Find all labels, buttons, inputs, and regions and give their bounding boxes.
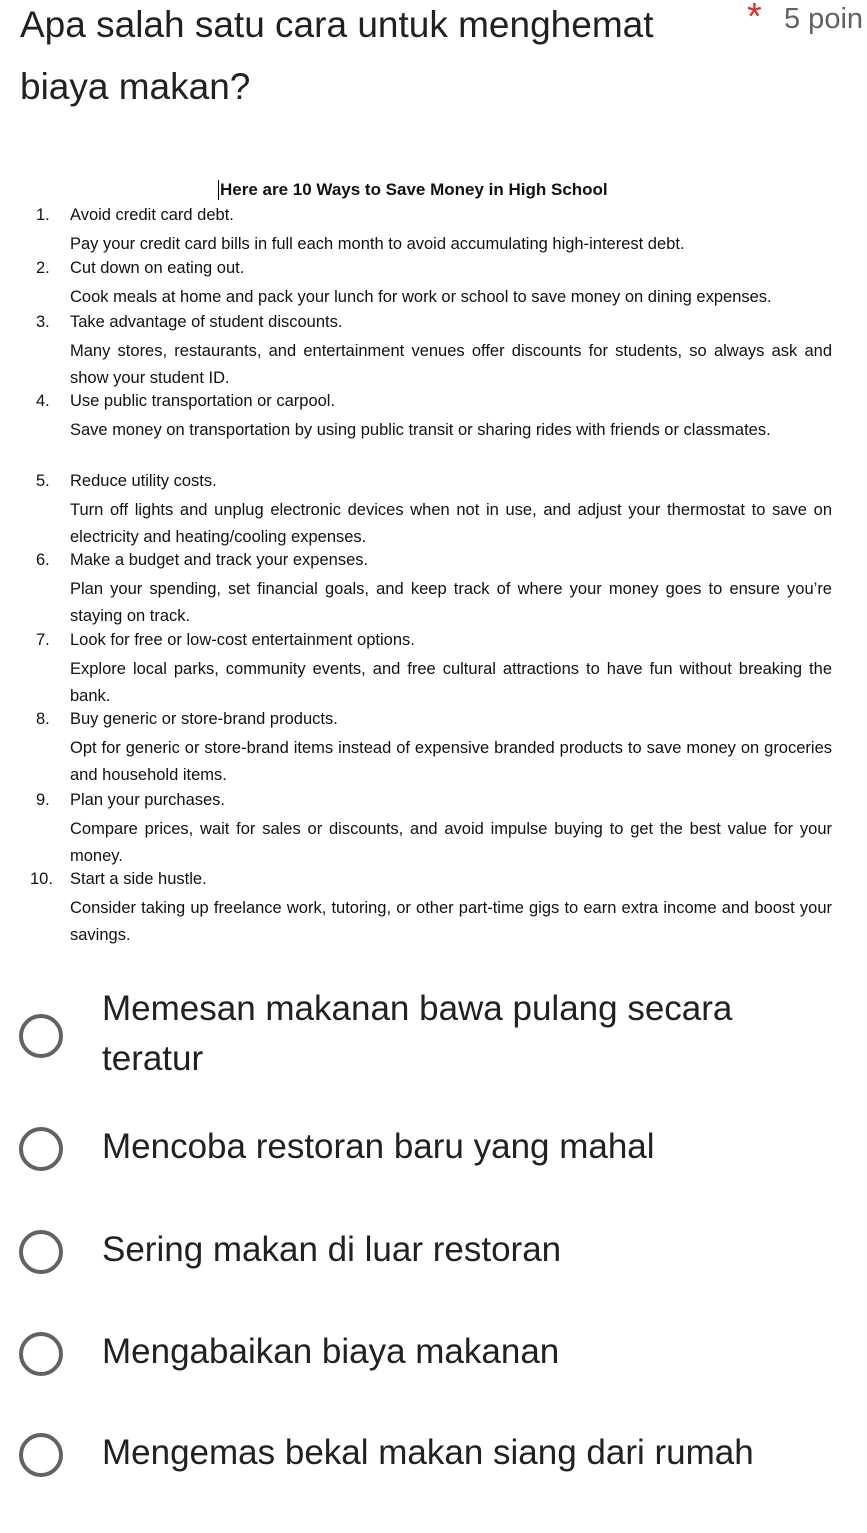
tip-title: Start a side hustle. (70, 870, 207, 888)
tip-description: Plan your spending, set financial goals, and keep track of where your money goes to ensure you’re staying on track. (70, 580, 832, 625)
tip-title: Make a budget and track your expenses. (70, 551, 369, 569)
question-header (20, 0, 867, 120)
required-indicator: * (747, 0, 762, 38)
option-label[interactable]: Mengabaikan biaya makanan (102, 1332, 560, 1371)
tip-title: Cut down on eating out. (70, 259, 245, 277)
radio-button[interactable] (19, 1127, 63, 1171)
tip-number: 10. (30, 870, 53, 888)
option-label[interactable]: Mengemas bekal makan siang dari rumah (102, 1433, 754, 1472)
tip-title: Take advantage of student discounts. (70, 313, 343, 331)
tip-number: 6. (36, 551, 50, 569)
option-2[interactable] (0, 1122, 867, 1182)
tip-number: 2. (36, 259, 50, 277)
tip-description: Opt for generic or store-brand items instead of expensive branded products to save money on groceries and household items. (70, 739, 832, 784)
radio-button[interactable] (19, 1014, 63, 1058)
radio-button[interactable] (19, 1332, 63, 1376)
tip-title: Buy generic or store-brand products. (70, 710, 338, 728)
tip-title: Use public transportation or carpool. (70, 392, 336, 410)
tip-description: Consider taking up freelance work, tutoring, or other part-time gigs to earn extra income and boost your savings. (70, 899, 832, 944)
document-heading: Here are 10 Ways to Save Money in High School (220, 180, 608, 199)
tip-description: Compare prices, wait for sales or discounts, and avoid impulse buying to get the best value for your money. (70, 820, 832, 865)
question-image (0, 170, 867, 950)
points-label: 5 poin (784, 3, 864, 35)
tip-number: 8. (36, 710, 50, 728)
tip-description: Turn off lights and unplug electronic devices when not in use, and adjust your thermostat to save on electricity and heating/cooling expenses. (70, 501, 832, 546)
tip-title: Plan your purchases. (70, 791, 226, 809)
option-3[interactable] (0, 1225, 867, 1285)
option-5[interactable] (0, 1428, 867, 1488)
option-1[interactable] (0, 978, 867, 1088)
tip-description: Explore local parks, community events, and free cultural attractions to have fun without breaking the bank. (70, 660, 832, 705)
option-label[interactable]: Memesan makanan bawa pulang secara teratur (102, 989, 733, 1078)
tip-number: 4. (36, 392, 50, 410)
tip-number: 3. (36, 313, 50, 331)
tip-description: Cook meals at home and pack your lunch for work or school to save money on dining expenses. (70, 288, 772, 306)
tip-title: Reduce utility costs. (70, 472, 217, 490)
tip-title: Look for free or low-cost entertainment options. (70, 631, 415, 649)
tip-description: Save money on transportation by using public transit or sharing rides with friends or classmates. (70, 421, 771, 439)
tip-description: Many stores, restaurants, and entertainment venues offer discounts for students, so always ask and show your student ID. (70, 342, 832, 387)
tip-description: Pay your credit card bills in full each month to avoid accumulating high-interest debt. (70, 235, 685, 253)
tip-number: 9. (36, 791, 50, 809)
option-label[interactable]: Mencoba restoran baru yang mahal (102, 1127, 655, 1166)
tip-number: 7. (36, 631, 50, 649)
radio-button[interactable] (19, 1433, 63, 1477)
tip-title: Avoid credit card debt. (70, 206, 234, 224)
option-4[interactable] (0, 1327, 867, 1387)
tip-number: 5. (36, 472, 50, 490)
tip-number: 1. (36, 206, 50, 224)
option-label[interactable]: Sering makan di luar restoran (102, 1230, 562, 1269)
radio-button[interactable] (19, 1230, 63, 1274)
question-title: Apa salah satu cara untuk menghemat biaya makan? (20, 4, 654, 107)
